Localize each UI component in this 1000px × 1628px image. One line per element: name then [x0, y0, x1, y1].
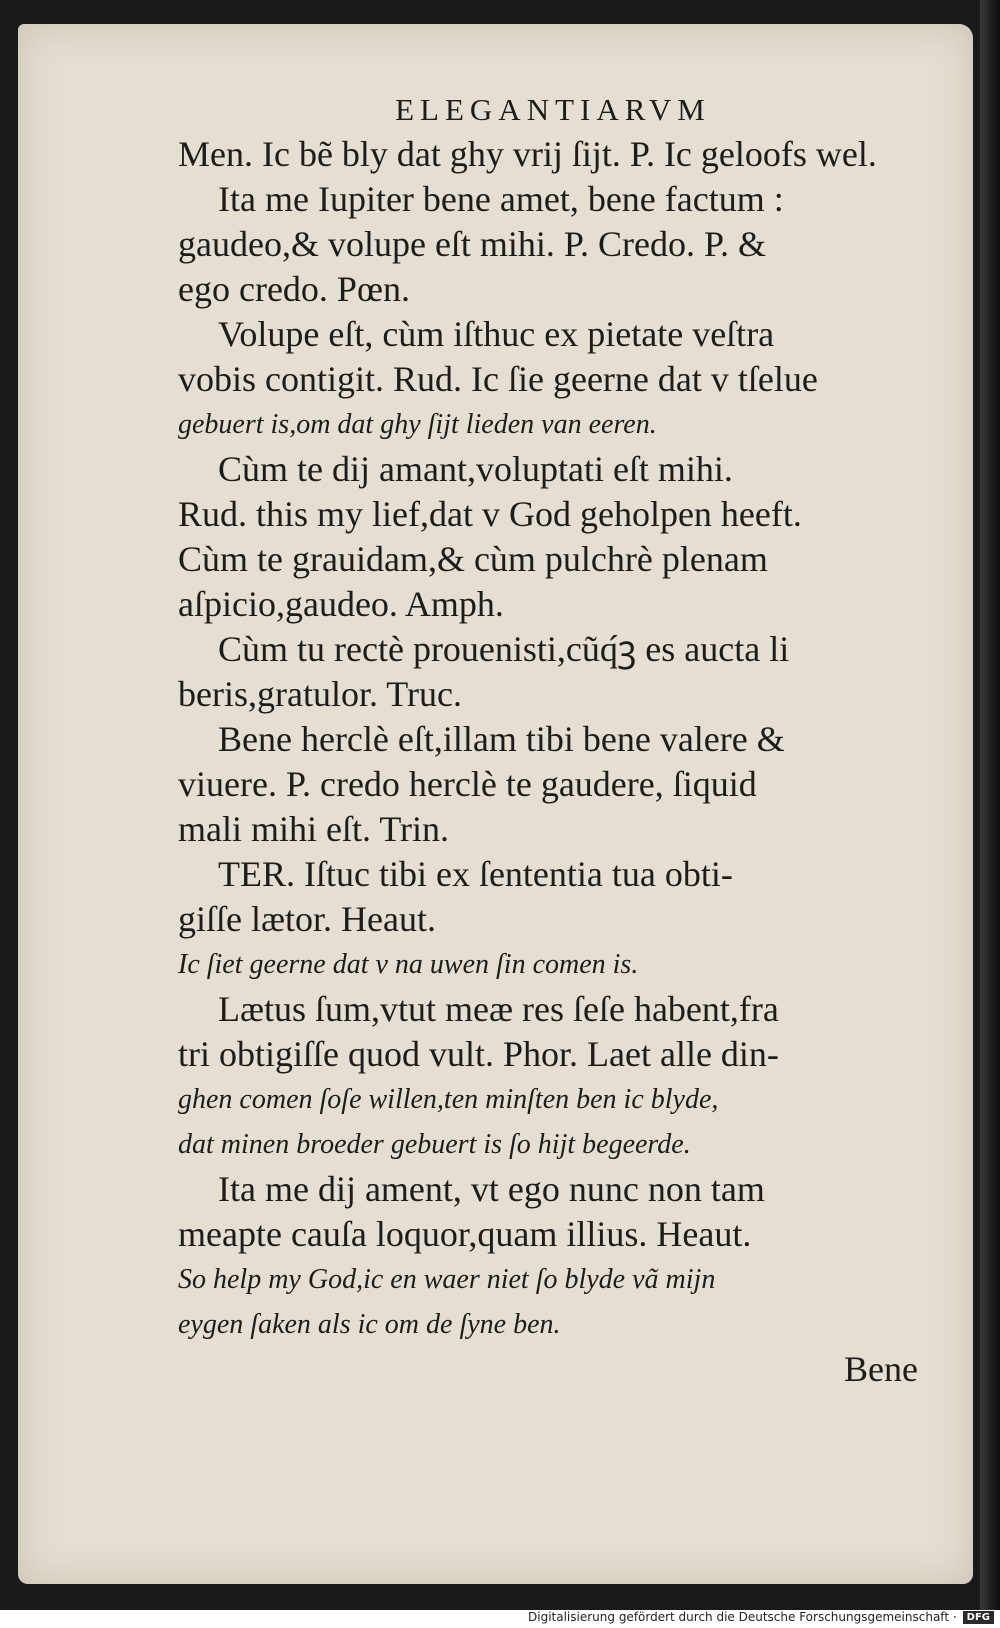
- text-line: gaudeo,& volupe eſt mihi. P. Credo. P. &: [178, 224, 766, 264]
- running-head: ELEGANTIARVM: [395, 92, 711, 127]
- text-line: Lætus ſum,vtut meæ res ſeſe habent,fra: [218, 989, 779, 1029]
- text-line: eygen ſaken als ic om de ſyne ben.: [178, 1309, 561, 1340]
- text-line: Men. Ic bẽ bly dat ghy vrij ſijt. P. Ic geloofs wel.: [178, 134, 877, 174]
- text-line: aſpicio,gaudeo. Amph.: [178, 584, 504, 624]
- text-line: Cùm tu rectè prouenisti,cũq́ꝫ es aucta li: [218, 629, 790, 669]
- text-line: Ita me Iupiter bene amet, bene factum :: [218, 179, 784, 219]
- text-line: Rud. this my lief,dat v God geholpen heeft.: [178, 494, 802, 534]
- text-line: mali mihi eſt. Trin.: [178, 809, 450, 849]
- text-line: viuere. P. credo herclè te gaudere, ſiquid: [178, 764, 757, 804]
- text-line: TER. Iſtuc tibi ex ſententia tua obti-: [218, 854, 733, 894]
- digitization-footer: [528, 1610, 994, 1624]
- scan-edge: [980, 0, 1000, 1610]
- dfg-logo: DFG: [963, 1611, 994, 1624]
- text-line: Volupe eſt, cùm iſthuc ex pietate veſtra: [218, 314, 775, 354]
- text-line: ego credo. Pœn.: [178, 269, 410, 309]
- footer-credit: Digitalisierung gefördert durch die Deutsche Forschungsgemeinschaft ·: [528, 1610, 957, 1624]
- text-line: Bene herclè eſt,illam tibi bene valere &: [218, 719, 785, 759]
- text-line: beris,gratulor. Truc.: [178, 674, 462, 714]
- text-line: Cùm te grauidam,& cùm pulchrè plenam: [178, 539, 768, 579]
- text-line: gebuert is,om dat ghy ſijt lieden van eeren.: [178, 409, 657, 440]
- text-line: giſſe lætor. Heaut.: [178, 899, 436, 939]
- text-line: Ic ſiet geerne dat v na uwen ſin comen is.: [178, 949, 639, 980]
- text-line: So help my God,ic en waer niet ſo blyde vã mijn: [178, 1264, 716, 1295]
- text-line: ghen comen ſoſe willen,ten minſten ben ic blyde,: [178, 1084, 719, 1115]
- text-line: Cùm te dij amant,voluptati eſt mihi.: [218, 449, 733, 489]
- catchword: Bene: [844, 1349, 918, 1389]
- text-line: dat minen broeder gebuert is ſo hijt begeerde.: [178, 1129, 691, 1160]
- text-line: Ita me dij ament, vt ego nunc non tam: [218, 1169, 765, 1209]
- text-line: vobis contigit. Rud. Ic ſie geerne dat v tſelue: [178, 359, 818, 399]
- page-text: [178, 90, 928, 1392]
- text-line: meapte cauſa loquor,quam illius. Heaut.: [178, 1214, 752, 1254]
- text-line: tri obtigiſſe quod vult. Phor. Laet alle din-: [178, 1034, 779, 1074]
